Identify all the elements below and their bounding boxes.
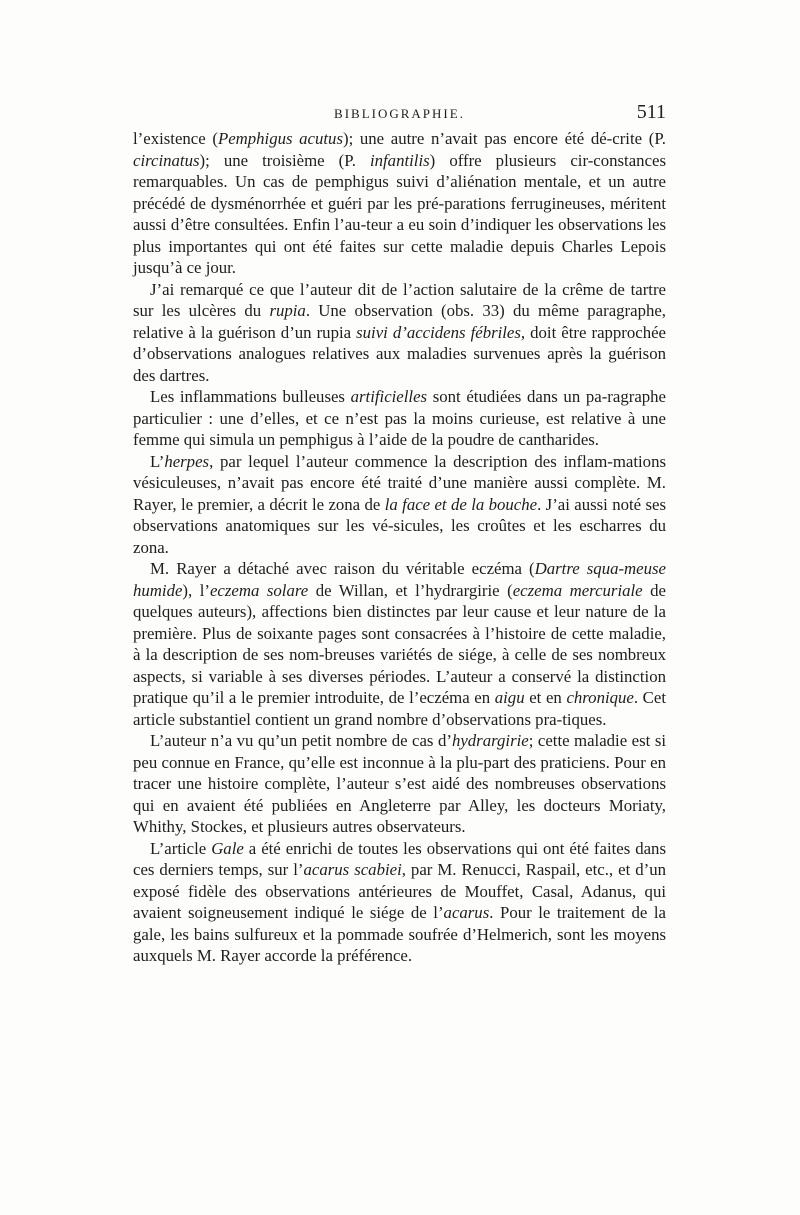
italic-text-run: artificielles [350, 387, 428, 406]
italic-text-run: eczema solare [209, 580, 309, 600]
text-run: a été enrichi de toutes les observations qui ont été faites dans ces derniers temps, sur l’ [133, 838, 666, 879]
text-run: l’existence ( [133, 129, 218, 148]
text-run: ) offre plusieurs cir-constances remarquables. Un cas de pemphigus suivi d’aliénation mentale, et un autre précédé de dysménorrhée et guéri par les pré-parations ferrugineuses, méritent aussi d’être consultées. Enfin l’au-teur a eu soin d’indiquer les observations les plus importantes qui ont été faites sur cette maladie depuis Charles Lepois jusqu’à ce jour. [133, 150, 666, 277]
text-run: . J’ai aussi noté ses observations anatomiques sur les vé-sicules, les croûtes et les escharres du zona. [133, 494, 666, 557]
text-run: et en [524, 688, 567, 707]
text-run: , doit être rapprochée d’observations analogues relatives aux maladies survenues après la guérison des dartres. [133, 322, 667, 385]
italic-text-run: acarus [443, 903, 490, 922]
text-run: sont étudiées dans un pa-ragraphe particulier : une d’elles, et ce n’est pas la moins curieuse, est relative à une femme qui simula un pemphigus à l’aide de la poudre de cantharides. [133, 387, 666, 449]
text-run: L’auteur n’a vu qu’un petit nombre de cas d’ [150, 731, 452, 750]
running-head [133, 101, 666, 130]
text-run: L’article [150, 838, 212, 858]
text-run: ); une troisième (P. [199, 150, 370, 170]
text-run: J’ai remarqué ce que l’auteur dit de l’action salutaire de la crême de tartre sur les ulcères du [133, 279, 666, 320]
body-text [133, 128, 666, 967]
text-run: de Willan, et l’hydrargirie ( [308, 580, 513, 600]
italic-text-run: aigu [494, 688, 525, 707]
paragraph [133, 838, 666, 967]
text-run: Les inflammations bulleuses [150, 387, 351, 406]
paragraph [133, 279, 666, 387]
italic-text-run: circinatus [133, 150, 200, 170]
italic-text-run: chronique [566, 688, 634, 707]
italic-text-run: acarus scabiei [303, 860, 402, 879]
italic-text-run: suivi d’accidens fébriles [356, 322, 521, 342]
paragraph [133, 128, 666, 279]
text-run: , par lequel l’auteur commence la description des inflam-mations vésiculeuses, n’avait pas encore été traité d’une manière aussi complète. M. Rayer, le premier, a décrit le zona de [133, 451, 666, 514]
page-number: 511 [636, 101, 666, 123]
italic-text-run: la face et de la bouche [384, 494, 538, 514]
italic-text-run: herpes [164, 451, 210, 471]
text-run: M. Rayer a détaché avec raison du véritable eczéma ( [150, 559, 535, 578]
italic-text-run: Pemphigus acutus [217, 129, 343, 148]
text-run: . Pour le traitement de la gale, les bains sulfureux et la pommade soufrée d’Helmerich, sont les moyens auxquels M. Rayer accorde la préférence. [133, 903, 666, 965]
paragraph [133, 451, 666, 559]
paragraph [133, 558, 666, 730]
italic-text-run: Gale [211, 838, 244, 858]
italic-text-run: infantilis [369, 150, 430, 170]
italic-text-run: rupia [269, 301, 306, 320]
paragraph [133, 730, 666, 838]
text-run: L’ [150, 451, 165, 471]
text-run: de quelques auteurs), affections bien distinctes par leur cause et leur nature de la première. Plus de soixante pages sont consacrées à l’histoire de cette maladie, à la description de ses nom-breuses variétés de siége, à celle de ses nombreux aspects, si variable à ses diverses périodes. L’auteur a conservé la distinction pratique qu’il a le premier introduite, de l’eczéma en [133, 580, 666, 707]
italic-text-run: hydrargirie [451, 731, 529, 750]
text-run: , par M. Renucci, Raspail, etc., et d’un exposé fidèle des observations antérieures de Mouffet, Casal, Adanus, qui avaient soigneusement indiqué le siége de l’ [133, 860, 666, 922]
text-run: ); une autre n’avait pas encore été dé-crite (P. [342, 129, 666, 148]
italic-text-run: Dartre squa-meuse humide [133, 559, 666, 600]
running-title: BIBLIOGRAPHIE. [334, 106, 465, 121]
text-run: . Une observation (obs. 33) du même paragraphe, relative à la guérison d’un rupia [133, 301, 666, 342]
text-run: ; cette maladie est si peu connue en France, qu’elle est inconnue à la plu-part des praticiens. Pour en tracer une histoire complète, l’auteur s’est aidé des nombreuses observations qui en avaient été publiées en Angleterre par Alley, les docteurs Moriaty, Whithy, Stockes, et plusieurs autres observateurs. [133, 731, 667, 836]
italic-text-run: eczema mercuriale [512, 580, 643, 600]
text-run: . Cet article substantiel contient un grand nombre d’observations pra-tiques. [133, 688, 666, 729]
paragraph [133, 386, 666, 451]
text-run: ), l’ [182, 580, 210, 600]
